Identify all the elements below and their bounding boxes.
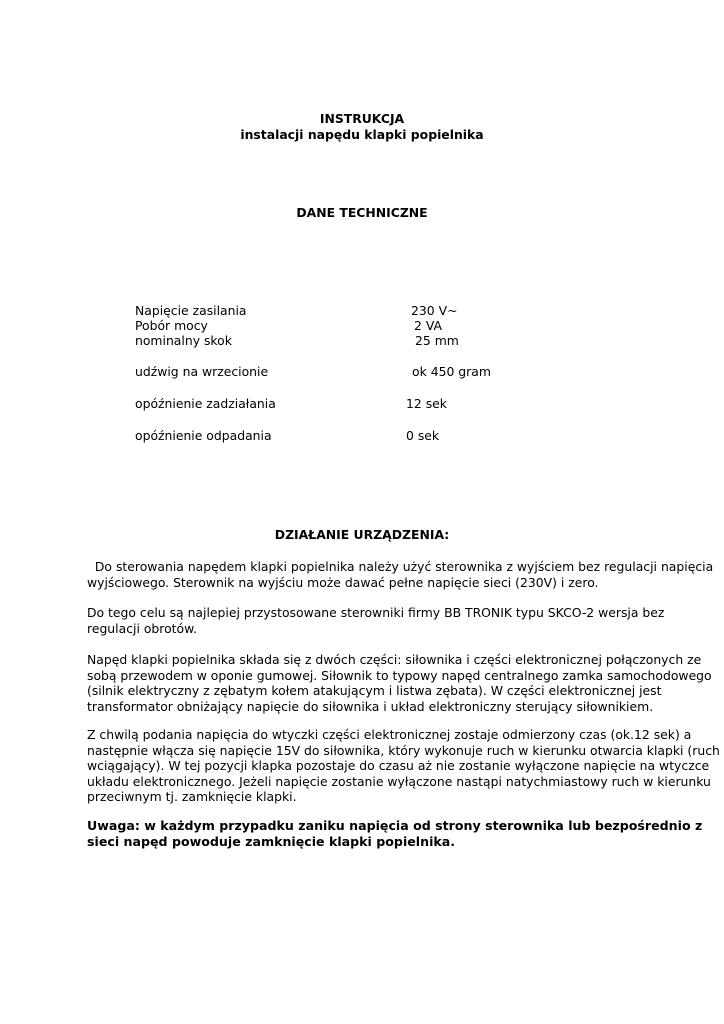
paragraph-operation (87, 727, 720, 805)
warning-line: Uwaga: w każdym przypadku zaniku napięcia od strony sterownika lub bezpośrednio z (87, 818, 703, 833)
paragraph-line: sobą przewodem w oponie gumowej. Siłownik to typowy napęd centralnego zamka samochodowego (87, 667, 712, 683)
spec-value: 0 sek (406, 428, 440, 443)
paragraph-line: wyjściowego. Sterownik na wyjściu może dawać pełne napięcie sieci (230V) i zero. (87, 574, 599, 590)
spec-value: 25 mm (415, 333, 459, 348)
spec-value: ok 450 gram (412, 364, 491, 379)
paragraph-line: Do tego celu są najlepiej przystosowane sterowniki firmy BB TRONIK typu SKCO-2 wersja bez (87, 605, 665, 620)
spec-value: 230 V~ (411, 303, 458, 318)
paragraph-line: wciągający). W tej pozycji klapka pozostaje do czasu aż nie zostanie wyłączone napięcie na wtyczce (87, 758, 710, 774)
paragraph-line: (silnik elektryczny z zębatym kołem atakującym i listwa zębata). W części elektronicznej jest (87, 683, 662, 699)
paragraph-construction (87, 652, 712, 714)
spec-label: opóźnienie odpadania (135, 428, 272, 443)
operation-heading: DZIAŁANIE URZĄDZENIA: (274, 527, 450, 542)
paragraph-line: Do sterowania napędem klapki popielnika należy użyć sterownika z wyjściem bez regulacji napięcia (87, 559, 714, 574)
spec-label: udźwig na wrzecionie (135, 364, 269, 379)
spec-label: nominalny skok (135, 333, 232, 348)
paragraph-line: następnie włącza się napięcie 15V do siłownika, który wykonuje ruch w kierunku otwarcia klapki (ruch (87, 742, 720, 758)
paragraph-recommended (87, 605, 665, 636)
paragraph-line: Napęd klapki popielnika składa się z dwóch części: siłownika i części elektronicznej połączonych ze (87, 652, 702, 667)
warning-line: sieci napęd powoduje zamknięcie klapki popielnika. (87, 834, 456, 849)
document-title: INSTRUKCJA (319, 111, 405, 126)
paragraph-line: regulacji obrotów. (87, 620, 198, 636)
spec-value: 12 sek (406, 396, 447, 411)
paragraph-line: układu elektronicznego. Jeżeli napięcie zostanie wyłączone nastąpi natychmiastowy ruch w kierunku (87, 773, 711, 789)
spec-label: opóźnienie zadziałania (135, 396, 276, 411)
paragraph-controller (87, 559, 714, 590)
paragraph-line: przeciwnym tj. zamknięcie klapki. (87, 789, 297, 805)
document-subtitle: instalacji napędu klapki popielnika (240, 127, 484, 142)
spec-label: Napięcie zasilania (135, 303, 247, 318)
warning-note (87, 818, 703, 850)
technical-heading: DANE TECHNICZNE (296, 205, 428, 220)
paragraph-line: Z chwilą podania napięcia do wtyczki części elektronicznej zostaje odmierzony czas (ok.12 sek) a (87, 727, 692, 742)
paragraph-line: transformator obniżający napięcie do siłownika i układ elektroniczny sterujący siłownikiem. (87, 698, 654, 714)
spec-value: 2 VA (414, 318, 442, 333)
spec-label: Pobór mocy (135, 318, 208, 333)
